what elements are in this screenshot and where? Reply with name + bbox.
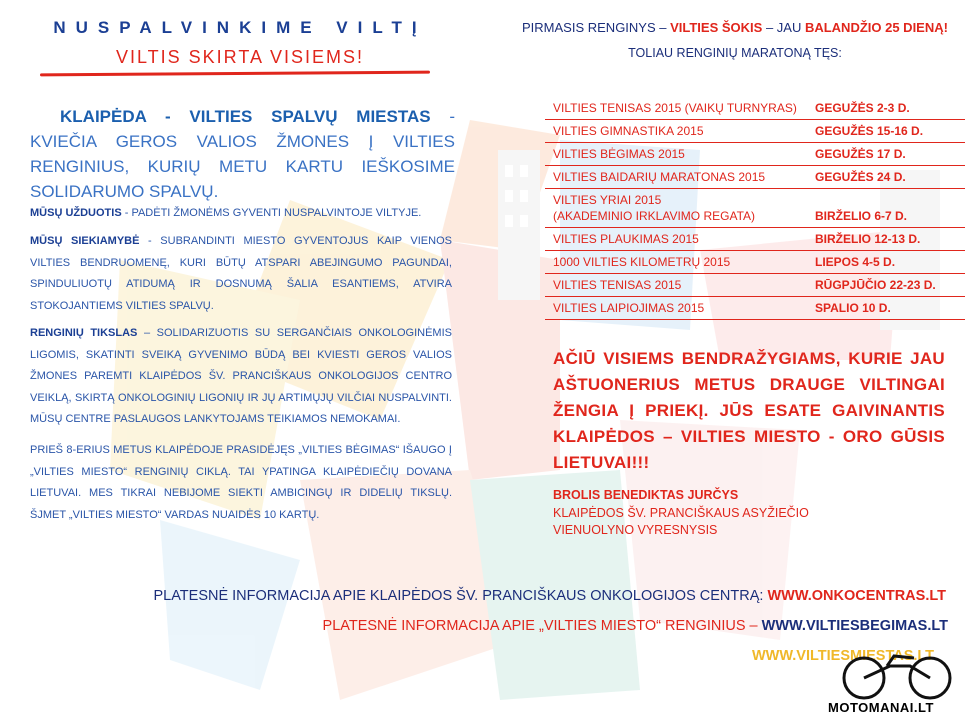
event-row xyxy=(545,189,965,228)
event-name-line2: (AKADEMINIO IRKLAVIMO REGATA) xyxy=(553,209,756,223)
event-name: VILTIES TENISAS 2015 xyxy=(553,278,682,292)
event-date: GEGUŽĖS 2-3 D. xyxy=(815,101,910,115)
event-row xyxy=(545,143,965,166)
headline-title: NUSPALVINKIME VILTĮ xyxy=(53,18,427,37)
event-row xyxy=(545,166,965,189)
event-date: BIRŽELIO 6-7 D. xyxy=(815,209,908,223)
aim-text: – SOLIDARIZUOTIS SU SERGANČIAIS ONKOLOGINĖMIS LIGOMIS, SKATINTI SVEIKĄ GYVENIMO BŪDĄ BEI KVIESTI GEROS VALIOS ŽMONES PAREMTI KLAIPĖDOS ŠV. PRANCIŠKAUS ONKOLOGIJOS CENTRO VEIKLĄ, SKIRTĄ ONKOLOGINIŲ LIGONIŲ IR JŲ ARTIMŲJŲ VILČIAI NUSPALVINTI. MŪSŲ CENTRE PASLAUGOS LANKYTOJAMS TEIKIAMOS NEMOKAMAI. xyxy=(30,327,452,425)
signer-role-line2: VIENUOLYNO VYRESNYSIS xyxy=(553,523,718,537)
viltiesbegimas-link[interactable]: WWW.VILTIESBEGIMAS.LT xyxy=(761,618,948,634)
event-row xyxy=(545,274,965,297)
events-table xyxy=(545,97,965,320)
event-name-line1: VILTIES YRIAI 2015 xyxy=(553,193,662,207)
event-row xyxy=(545,251,965,274)
event-name: VILTIES TENISAS 2015 (VAIKŲ TURNYRAS) xyxy=(553,101,797,115)
info-onkocentras xyxy=(100,588,946,604)
intro-paragraph xyxy=(30,104,455,204)
event-date: GEGUŽĖS 15-16 D. xyxy=(815,124,924,138)
task-text: - PADĖTI ŽMONĖMS GYVENTI NUSPALVINTOJE VILTYJE. xyxy=(121,207,422,219)
task-label: MŪSŲ UŽDUOTIS xyxy=(30,207,122,219)
first-event-mid: – JAU xyxy=(762,20,805,35)
event-row xyxy=(545,297,965,320)
task-paragraph xyxy=(30,203,452,225)
thanks-message: AČIŪ VISIEMS BENDRAŽYGIAMS, KURIE JAU AŠTUONERIUS METUS DRAUGE VILTINGAI ŽENGIA Į PRIEKĮ. JŪS ESATE GAIVINANTIS KLAIPĖDOS – VILTIES MIESTO - ORO GŪSIS LIETUVAI!!! xyxy=(553,349,945,472)
first-event-line xyxy=(500,20,970,35)
event-name: VILTIES BAIDARIŲ MARATONAS 2015 xyxy=(553,170,766,184)
event-row xyxy=(545,97,965,120)
event-name: VILTIES PLAUKIMAS 2015 xyxy=(553,232,699,246)
event-row xyxy=(545,120,965,143)
signer-name: BROLIS BENEDIKTAS JURČYS xyxy=(553,488,739,502)
signer-role xyxy=(553,505,809,539)
goal-paragraph xyxy=(30,231,452,317)
event-row xyxy=(545,228,965,251)
marathon-line: TOLIAU RENGINIŲ MARATONĄ TĘS: xyxy=(628,46,842,60)
goal-label: MŪSŲ SIEKIAMYBĖ xyxy=(30,235,140,247)
first-event-prefix: PIRMASIS RENGINYS – xyxy=(522,20,671,35)
event-name: VILTIES GIMNASTIKA 2015 xyxy=(553,124,704,138)
headline-subtitle: VILTIS SKIRTA VISIEMS! xyxy=(115,47,365,67)
event-name: 1000 VILTIES KILOMETRŲ 2015 xyxy=(553,255,731,269)
info-viltiesbegimas-text: PLATESNĖ INFORMACIJA APIE „VILTIES MIESTO“ RENGINIUS – xyxy=(322,618,762,634)
event-name: VILTIES BĖGIMAS 2015 xyxy=(553,147,685,161)
event-date: BIRŽELIO 12-13 D. xyxy=(815,232,921,246)
first-event-name: VILTIES ŠOKIS xyxy=(670,20,763,35)
info-viltiesbegimas xyxy=(100,618,948,634)
history-paragraph: PRIEŠ 8-ERIUS METUS KLAIPĖDOJE PRASIDĖJĘS „VILTIES BĖGIMAS“ IŠAUGO Į „VILTIES MIESTO“ RENGINIŲ CIKLĄ. TAI YPATINGA KLAIPĖDIEČIŲ DOVANA LIETUVAI. MES TIKRAI NEBIJOME SIEKTI AMBICINGŲ IR DIDELIŲ TIKSLŲ. ŠJMET „VILTIES MIESTO“ VARDAS NUAIDĖS 10 KARTŲ. xyxy=(30,444,452,521)
intro-bold: KLAIPĖDA - VILTIES SPALVŲ MIESTAS xyxy=(60,107,431,126)
viltiesmiestas-link[interactable]: WWW.VILTIESMIESTAS.LT xyxy=(752,648,935,664)
event-date: LIEPOS 4-5 D. xyxy=(815,255,896,269)
watermark-text: MOTOMANAI.LT xyxy=(828,700,934,715)
event-name: VILTIES LAIPIOJIMAS 2015 xyxy=(553,301,705,315)
event-date: GEGUŽĖS 17 D. xyxy=(815,147,906,161)
first-event-date: BALANDŽIO 25 DIENĄ! xyxy=(804,20,948,35)
signer-role-line1: KLAIPĖDOS ŠV. PRANCIŠKAUS ASYŽIEČIO xyxy=(553,506,809,520)
intro-text: - KVIEČIA GEROS VALIOS ŽMONES Į VILTIES RENGINIUS, KURIŲ METU KARTU IEŠKOSIME SOLIDARUMO SPALVŲ. xyxy=(30,107,455,201)
goal-text: - SUBRANDINTI MIESTO GYVENTOJUS KAIP VIENOS VILTIES BENDRUOMENĘ, KURI BŪTŲ ATSPARI ABEJINGUMO PAGUNDAI, SPINDULIUOTŲ ATIDUMĄ IR DOSNUMĄ ŠALIA ESANTIEMS, ATVIRA STOKOJANTIEMS VILTIES SPALVŲ. xyxy=(30,235,452,312)
aim-paragraph xyxy=(30,323,452,431)
event-date: RŪGPJŪČIO 22-23 D. xyxy=(815,278,936,292)
aim-label: RENGINIŲ TIKSLAS xyxy=(30,327,138,339)
info-onkocentras-text: PLATESNĖ INFORMACIJA APIE KLAIPĖDOS ŠV. PRANCIŠKAUS ONKOLOGIJOS CENTRĄ: xyxy=(153,588,768,604)
event-name xyxy=(545,189,815,227)
event-date: GEGUŽĖS 24 D. xyxy=(815,170,906,184)
onkocentras-link[interactable]: WWW.ONKOCENTRAS.LT xyxy=(767,588,946,604)
event-date: SPALIO 10 D. xyxy=(815,301,891,315)
